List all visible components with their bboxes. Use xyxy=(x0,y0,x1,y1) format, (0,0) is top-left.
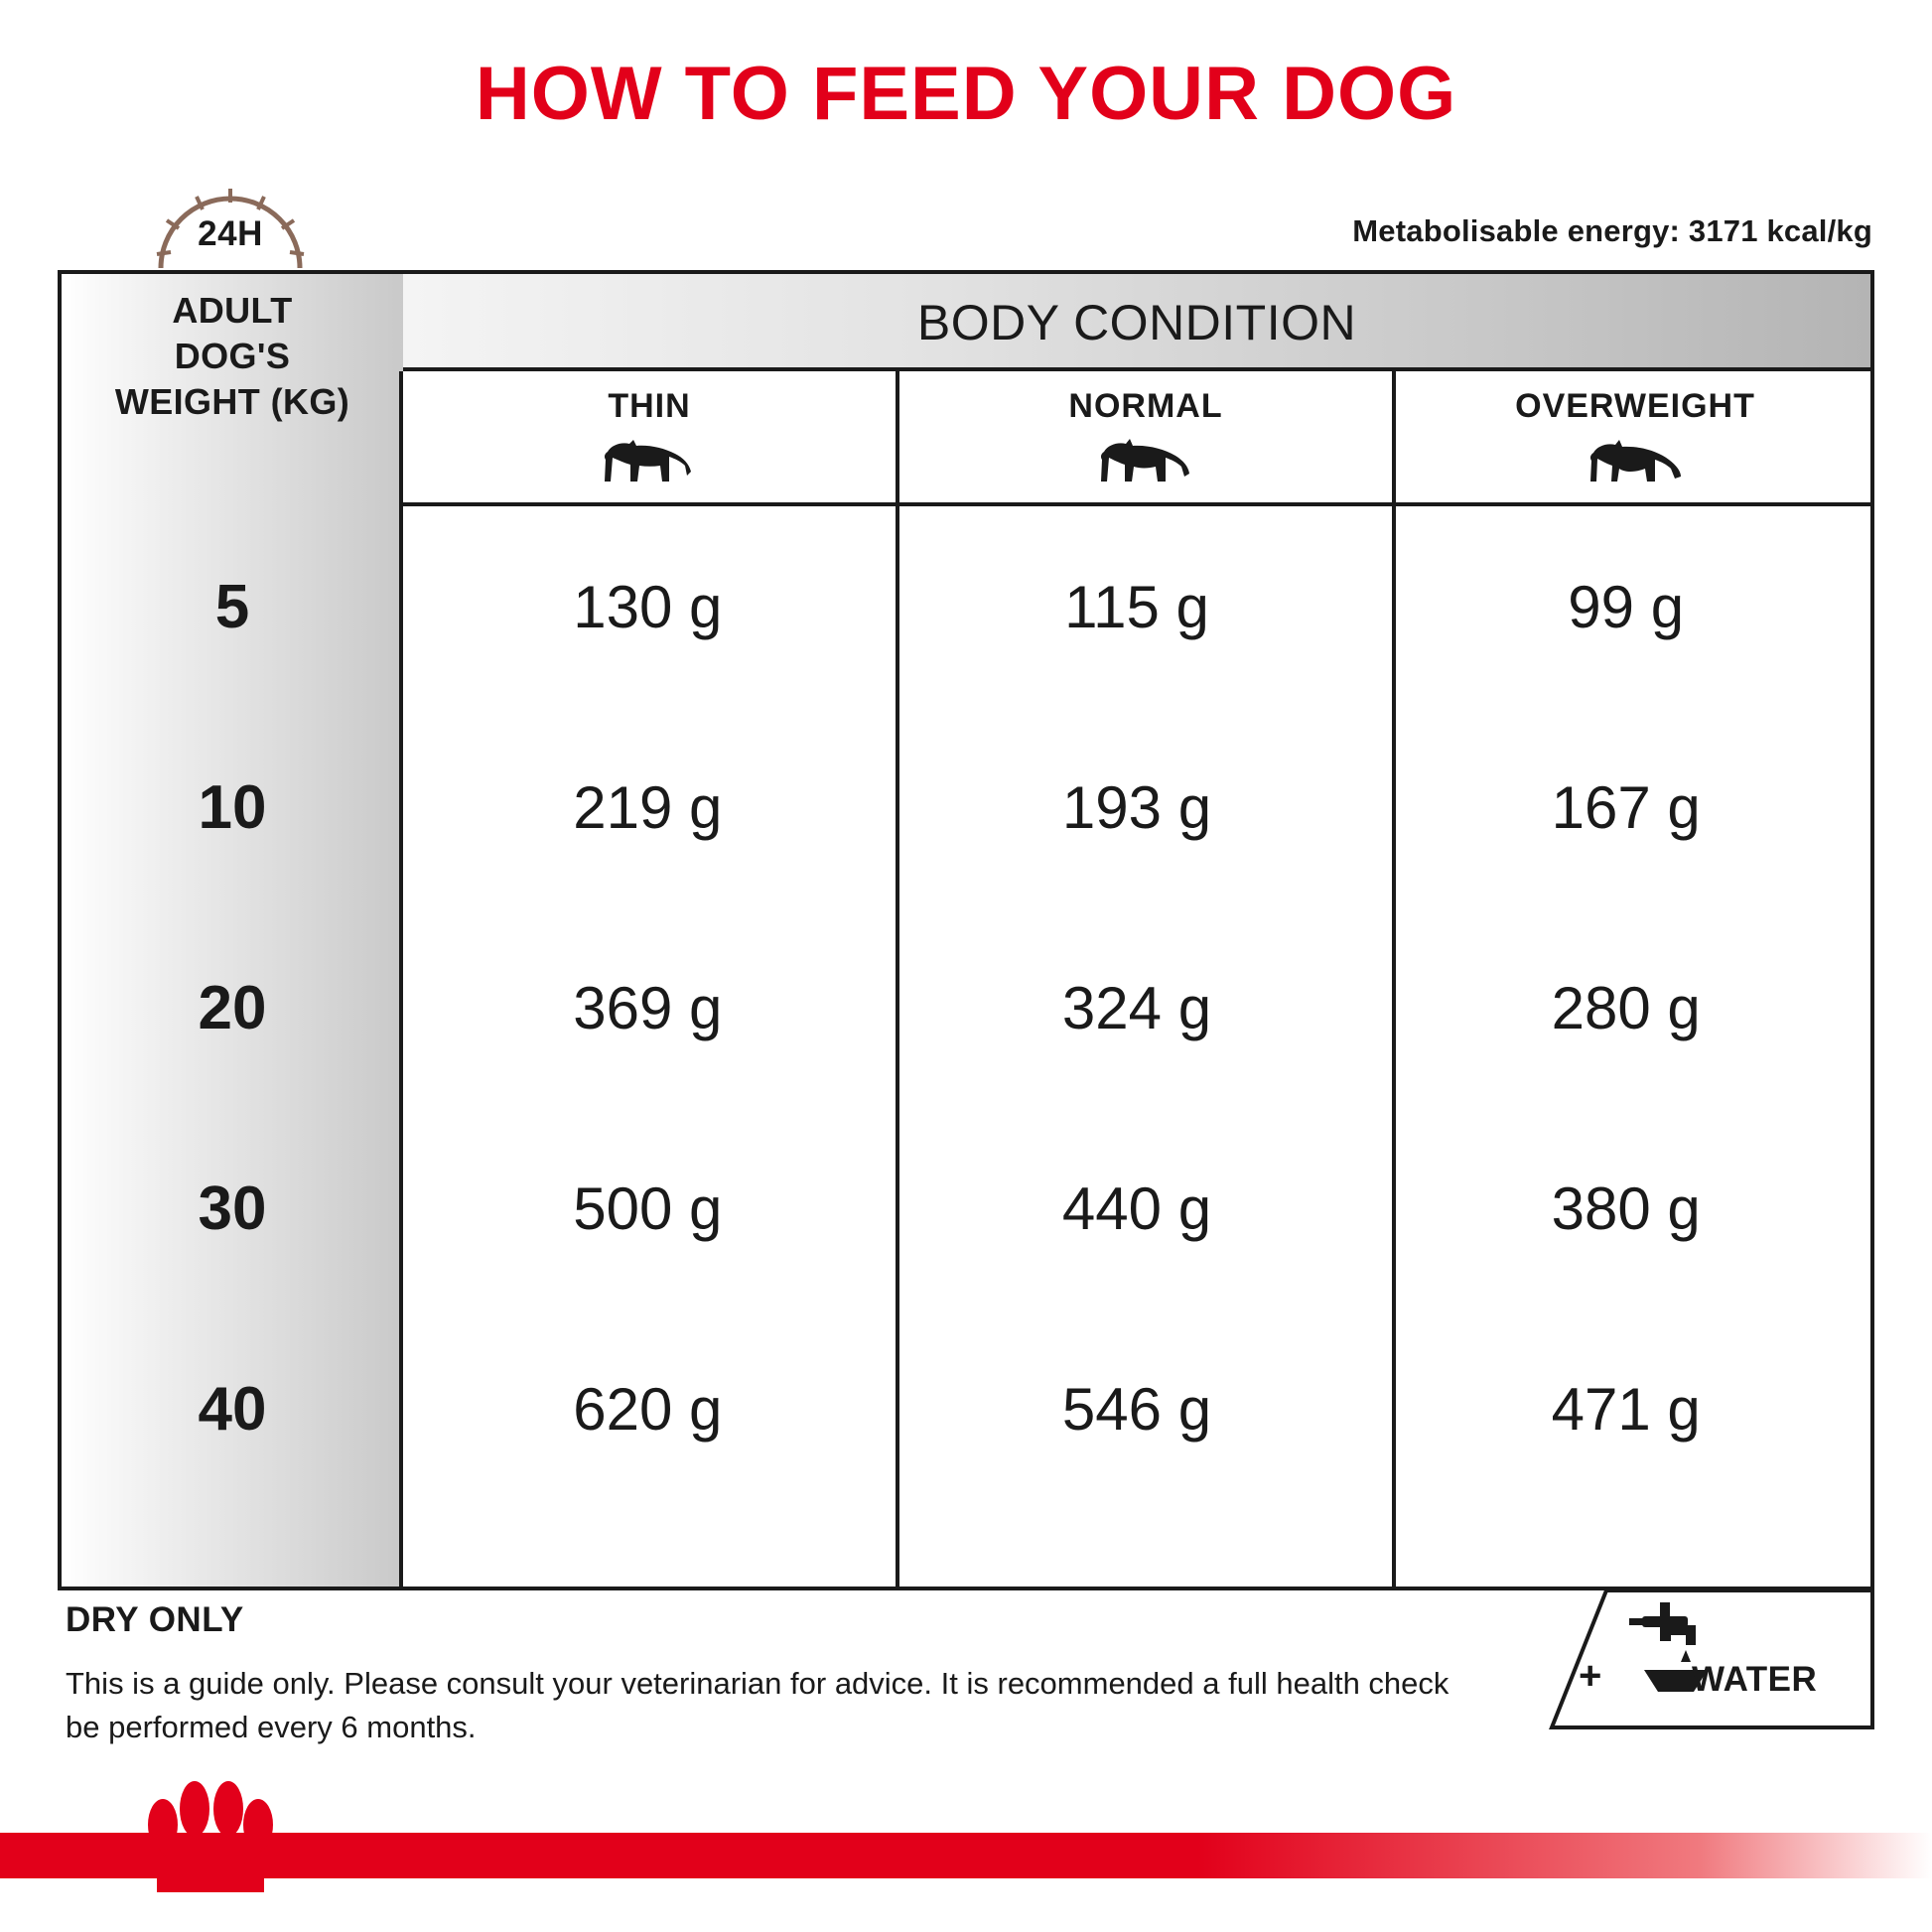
water-label: WATER xyxy=(1692,1660,1818,1699)
cell-normal: 546 g xyxy=(1061,1375,1212,1443)
water-callout xyxy=(1457,1588,1874,1727)
body-condition-header: BODY CONDITION xyxy=(403,274,1870,371)
cell-weight: 10 xyxy=(198,772,267,842)
weight-column-header xyxy=(62,288,403,425)
column-header-overweight-label: OVERWEIGHT xyxy=(1515,387,1755,425)
table-row xyxy=(62,1108,1870,1309)
cell-overweight: 471 g xyxy=(1551,1375,1701,1443)
dry-only-label: DRY ONLY xyxy=(66,1600,244,1639)
page-title: HOW TO FEED YOUR DOG xyxy=(475,52,1457,136)
cell-overweight: 380 g xyxy=(1551,1174,1701,1242)
cell-weight: 5 xyxy=(214,572,250,641)
cell-normal: 440 g xyxy=(1061,1174,1212,1242)
badge-24h-label: 24H xyxy=(198,214,263,253)
weight-header-line-2: DOG'S xyxy=(174,336,291,377)
cell-weight: 30 xyxy=(198,1173,267,1243)
footer xyxy=(58,1596,1874,1749)
cell-weight: 20 xyxy=(198,973,267,1042)
column-header-thin xyxy=(403,371,896,502)
badge-24h xyxy=(147,177,314,276)
cell-overweight: 280 g xyxy=(1551,974,1701,1041)
column-header-normal-label: NORMAL xyxy=(1068,387,1223,425)
cell-thin: 219 g xyxy=(573,773,723,841)
cell-thin: 500 g xyxy=(573,1174,723,1242)
table-row xyxy=(62,506,1870,707)
cell-normal: 324 g xyxy=(1061,974,1212,1041)
column-header-normal xyxy=(899,371,1392,502)
cell-thin: 369 g xyxy=(573,974,723,1041)
cell-normal: 193 g xyxy=(1061,773,1212,841)
header-divider-top xyxy=(403,367,1870,371)
dog-normal-icon xyxy=(1096,436,1195,492)
table-row xyxy=(62,1309,1870,1509)
dog-overweight-icon xyxy=(1586,436,1685,492)
table-row xyxy=(62,707,1870,907)
royal-canin-paw-icon xyxy=(129,1773,288,1892)
dog-thin-icon xyxy=(600,436,699,492)
feeding-table xyxy=(58,270,1874,1590)
weight-header-line-3: WEIGHT (KG) xyxy=(114,381,350,423)
cell-overweight: 167 g xyxy=(1551,773,1701,841)
weight-header-line-1: ADULT xyxy=(172,290,293,331)
brand-bar xyxy=(0,1833,1932,1878)
plus-sign: + xyxy=(1579,1654,1602,1698)
cell-weight: 40 xyxy=(198,1374,267,1444)
metabolisable-energy: Metabolisable energy: 3171 kcal/kg xyxy=(1352,213,1872,248)
table-row xyxy=(62,907,1870,1108)
cell-overweight: 99 g xyxy=(1568,573,1685,640)
column-header-thin-label: THIN xyxy=(608,387,691,425)
disclaimer-text: This is a guide only. Please consult your veterinarian for advice. It is recommended a full health check be performed every 6 months. xyxy=(66,1666,1449,1745)
cell-thin: 130 g xyxy=(573,573,723,640)
cell-normal: 115 g xyxy=(1064,573,1209,640)
column-header-overweight xyxy=(1396,371,1874,502)
cell-thin: 620 g xyxy=(573,1375,723,1443)
table-body xyxy=(62,506,1870,1587)
